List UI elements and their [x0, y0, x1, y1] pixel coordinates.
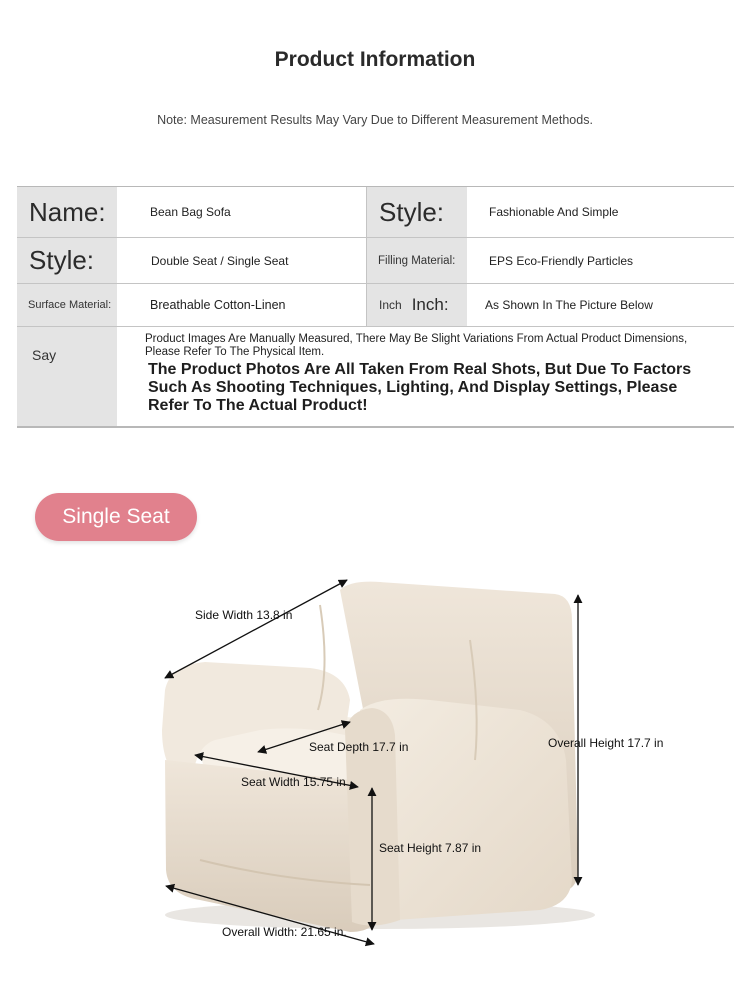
side-width-line	[165, 580, 347, 678]
value-name: Bean Bag Sofa	[150, 205, 231, 219]
label-filling: Filling Material:	[367, 238, 467, 283]
label-inch: Inch Inch:	[367, 284, 467, 326]
value-seat-style: Double Seat / Single Seat	[151, 253, 289, 268]
fine-print: Product Images Are Manually Measured, There May Be Slight Variations From Actual Product Dimensions, Please Refer To The Physical Item.	[145, 333, 688, 358]
say-text	[145, 333, 705, 415]
label-seat-depth: Seat Depth 17.7 in	[309, 740, 409, 754]
label-seat-style: Style:	[17, 238, 117, 283]
value-style: Fashionable And Simple	[489, 205, 619, 219]
spec-row-material	[17, 284, 734, 327]
measurement-note: Note: Measurement Results May Vary Due to Different Measurement Methods.	[157, 113, 593, 127]
label-seat-width: Seat Width 15.75 in	[241, 775, 346, 789]
value-filling: EPS Eco-Friendly Particles	[489, 253, 634, 268]
label-style: Style:	[367, 187, 467, 237]
label-surface: Surface Material:	[17, 284, 117, 326]
label-seat-height: Seat Height 7.87 in	[379, 841, 482, 855]
spec-row-name	[17, 187, 734, 238]
emphasis-text: The Product Photos Are All Taken From Real Shots, But Due To Factors Such As Shooting Techniques, Lighting, And Display Settings, Please Refer To The Actual Product!	[148, 361, 692, 414]
label-side-width: Side Width 13.8 in	[195, 608, 293, 622]
label-say: Say	[17, 327, 117, 426]
label-overall-width: Overall Width: 21.65 in.	[222, 925, 347, 939]
spec-row-say	[17, 327, 734, 426]
value-surface: Breathable Cotton-Linen	[150, 298, 286, 312]
single-seat-pill: Single Seat	[35, 493, 197, 541]
sofa-illustration	[0, 560, 750, 982]
label-overall-height: Overall Height 17.7 in	[548, 736, 664, 750]
page-title: Product Information	[274, 48, 476, 71]
value-inch: As Shown In The Picture Below	[485, 298, 653, 312]
spec-row-style	[17, 238, 734, 284]
spec-table	[17, 186, 734, 428]
sofa-dimension-diagram	[0, 560, 750, 982]
label-name: Name:	[17, 187, 117, 237]
